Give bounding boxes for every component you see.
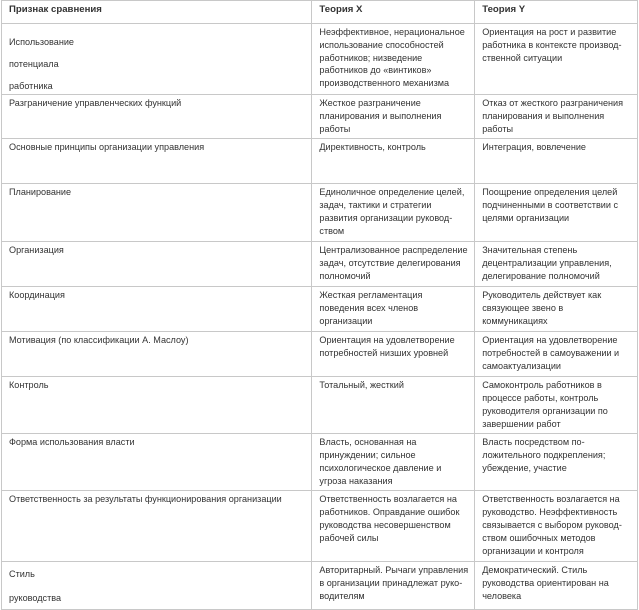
criterion-text: работника bbox=[9, 80, 53, 91]
theory-x-cell: Жесткая регламентация поведения всех членов организации bbox=[312, 287, 475, 332]
header-criterion: Признак сравнения bbox=[2, 1, 312, 24]
theory-x-cell: Ответственность возлагается на работников. Оправдание ошибок руководства несовершенством рабочей силы bbox=[312, 491, 475, 562]
table-row bbox=[2, 95, 638, 139]
criterion-cell: Организация bbox=[2, 242, 312, 287]
criterion-cell bbox=[2, 24, 312, 95]
theory-y-cell: Отказ от жесткого разграничения планирования и выполнения работы bbox=[475, 95, 638, 139]
theory-y-cell: Ориентация на рост и развитие работника в контексте производственной ситуации bbox=[475, 24, 638, 95]
theory-x-cell: Авторитарный. Рычаги управления в организации принадлежат руководителям bbox=[312, 562, 475, 610]
table-row bbox=[2, 139, 638, 184]
theory-x-cell: Директивность, контроль bbox=[312, 139, 475, 184]
criterion-cell: Мотивация (по классификации А. Маслоу) bbox=[2, 332, 312, 377]
criterion-cell: Ответственность за результаты функционирования организации bbox=[2, 491, 312, 562]
header-row bbox=[2, 1, 638, 24]
table-row bbox=[2, 242, 638, 287]
theory-x-cell: Тотальный, жесткий bbox=[312, 377, 475, 434]
theory-y-cell: Демократический. Стиль руководства ориентирован на человека bbox=[475, 562, 638, 610]
criterion-text: Стиль bbox=[9, 569, 35, 580]
criterion-cell: Контроль bbox=[2, 377, 312, 434]
theory-y-cell: Ответственность возлагается на руководство. Неэффективность связывается с выбором руководством ошибочных методов организации и контроля bbox=[475, 491, 638, 562]
table-row bbox=[2, 434, 638, 491]
theory-x-cell: Власть, основанная на принуждении; сильное психологическое давление и угроза наказания bbox=[312, 434, 475, 491]
table-row bbox=[2, 332, 638, 377]
theory-y-cell: Поощрение определения целей подчиненными в соответствии с целями организации bbox=[475, 184, 638, 242]
table-row bbox=[2, 287, 638, 332]
table-row bbox=[2, 562, 638, 610]
criterion-cell: Координация bbox=[2, 287, 312, 332]
header-theory-y: Теория Y bbox=[475, 1, 638, 24]
comparison-table bbox=[1, 0, 638, 610]
criterion-cell: Форма использования власти bbox=[2, 434, 312, 491]
table-row bbox=[2, 377, 638, 434]
theory-x-cell: Неэффективное, нерациональное использование способностей работников; низведение работников до «винтиков» производственного механизма bbox=[312, 24, 475, 95]
criterion-cell bbox=[2, 562, 312, 610]
theory-y-cell: Интеграция, вовлечение bbox=[475, 139, 638, 184]
theory-y-cell: Ориентация на удовлетворение потребностей в самоуважении и самоактуализации bbox=[475, 332, 638, 377]
criterion-text: руководства bbox=[9, 593, 62, 604]
header-theory-x: Теория X bbox=[312, 1, 475, 24]
theory-y-cell: Самоконтроль работников в процессе работы, контроль руководителя организации по завершении работ bbox=[475, 377, 638, 434]
criterion-cell: Планирование bbox=[2, 184, 312, 242]
theory-x-cell: Ориентация на удовлетворение потребностей низших уровней bbox=[312, 332, 475, 377]
criterion-text: Использование bbox=[9, 37, 74, 47]
theory-x-cell: Единоличное определение целей, задач, тактики и стратегии развития организации руководством bbox=[312, 184, 475, 242]
table-row bbox=[2, 491, 638, 562]
theory-y-cell: Власть посредством положительного подкрепления; убеждение, участие bbox=[475, 434, 638, 491]
table-row bbox=[2, 184, 638, 242]
table-row bbox=[2, 24, 638, 95]
theory-y-cell: Значительная степень децентрализации управления, делегирование полномочий bbox=[475, 242, 638, 287]
theory-x-cell: Централизованное распределение задач, отсутствие делегирования полномочий bbox=[312, 242, 475, 287]
criterion-text: потенциала bbox=[9, 58, 59, 69]
criterion-cell: Разграничение управленческих функций bbox=[2, 95, 312, 139]
theory-x-cell: Жесткое разграничение планирования и выполнения работы bbox=[312, 95, 475, 139]
theory-y-cell: Руководитель действует как связующее звено в коммуникациях bbox=[475, 287, 638, 332]
criterion-cell: Основные принципы организации управления bbox=[2, 139, 312, 184]
